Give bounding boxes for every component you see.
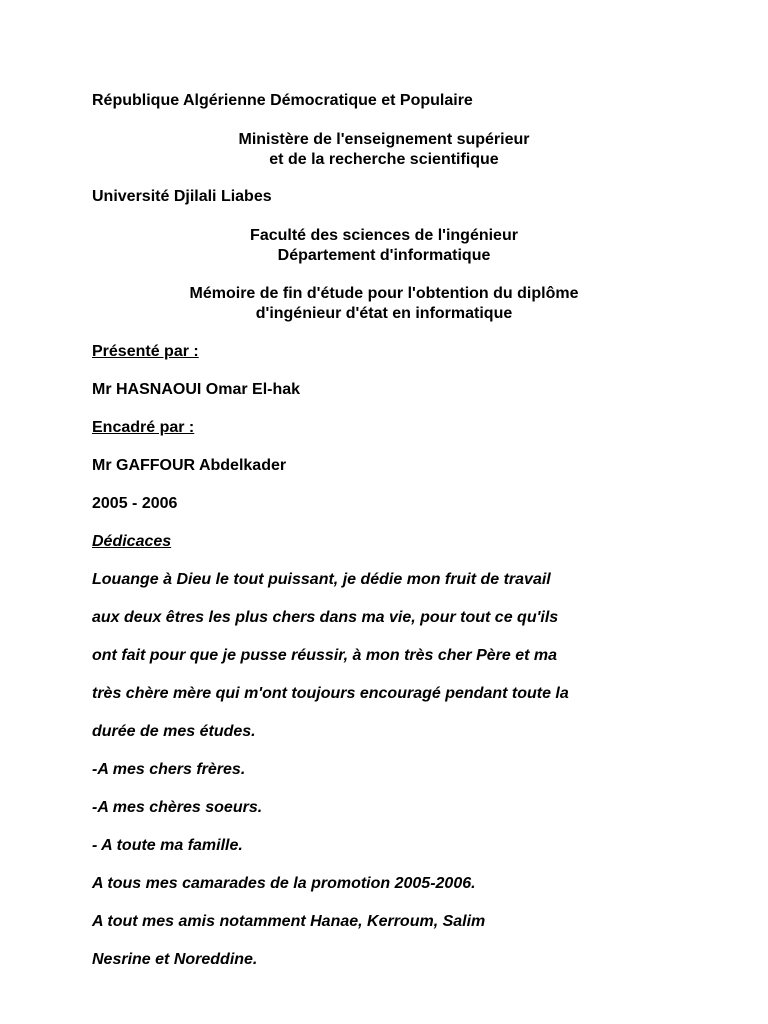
presented-by-label: Présenté par : — [92, 343, 199, 360]
republic-heading: République Algérienne Démocratique et Populaire — [92, 92, 473, 109]
dedication-line: Nesrine et Noreddine. — [92, 951, 258, 968]
dedication-line: Louange à Dieu le tout puissant, je dédie mon fruit de travail — [92, 571, 551, 588]
department-name: Département d'informatique — [277, 247, 491, 264]
dedication-line: -A mes chères soeurs. — [92, 799, 263, 816]
university-name: Université Djilali Liabes — [92, 188, 272, 205]
faculty-name: Faculté des sciences de l'ingénieur — [250, 227, 518, 244]
academic-year: 2005 - 2006 — [92, 495, 178, 512]
ministry-line-1: Ministère de l'enseignement supérieur — [238, 131, 530, 148]
ministry-line-2: et de la recherche scientifique — [269, 151, 499, 168]
dedication-line: très chère mère qui m'ont toujours encouragé pendant toute la — [92, 685, 569, 702]
dedication-title: Dédicaces — [92, 533, 172, 550]
thesis-title-line-1: Mémoire de fin d'étude pour l'obtention du diplôme — [189, 285, 579, 302]
dedication-line: A tout mes amis notamment Hanae, Kerroum, Salim — [92, 913, 486, 930]
supervised-by-label: Encadré par : — [92, 419, 195, 436]
dedication-line: -A mes chers frères. — [92, 761, 246, 778]
presenter-name: Mr HASNAOUI Omar El-hak — [92, 381, 301, 398]
dedication-line: ont fait pour que je pusse réussir, à mon très cher Père et ma — [92, 647, 558, 664]
thesis-title-line-2: d'ingénieur d'état en informatique — [255, 305, 513, 322]
dedication-line: aux deux êtres les plus chers dans ma vie, pour tout ce qu'ils — [92, 609, 559, 626]
dedication-line: A tous mes camarades de la promotion 2005-2006. — [92, 875, 476, 892]
dedication-line: - A toute ma famille. — [92, 837, 243, 854]
supervisor-name: Mr GAFFOUR Abdelkader — [92, 457, 287, 474]
dedication-line: durée de mes études. — [92, 723, 256, 740]
